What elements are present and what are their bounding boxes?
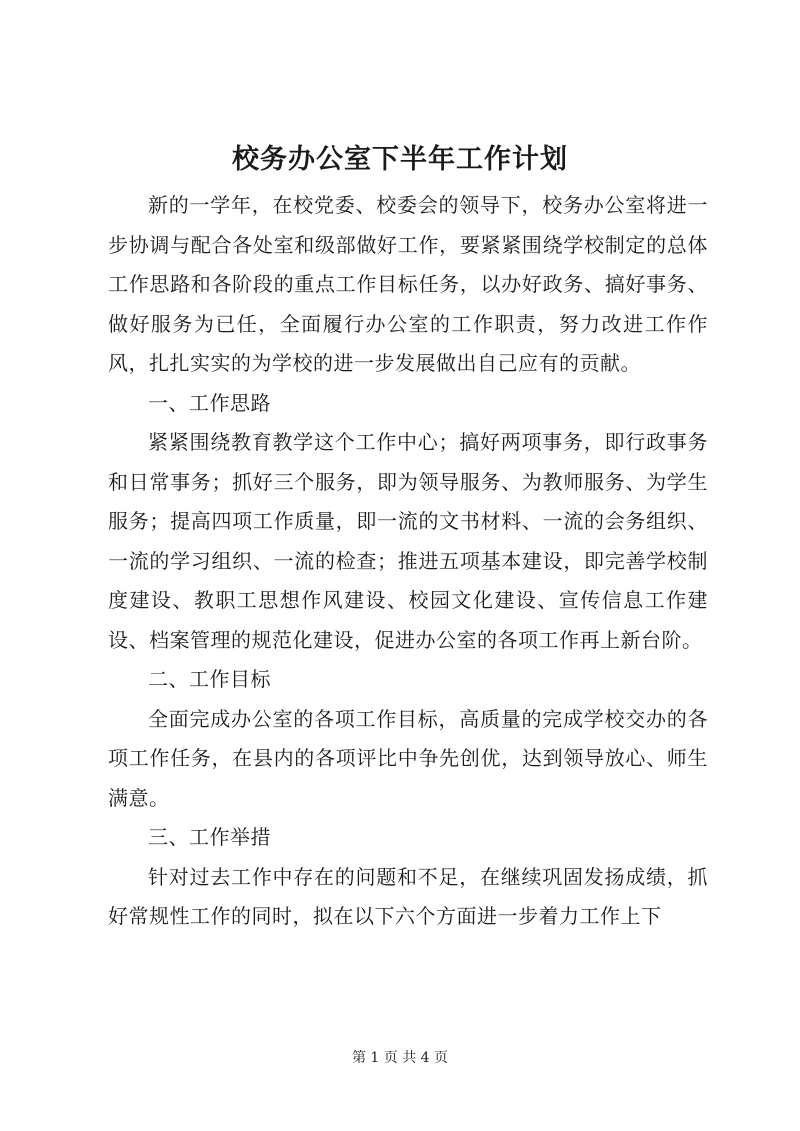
page-number-footer: 第 1 页 共 4 页 [351, 1050, 449, 1066]
work-approach-paragraph: 紧紧围绕教育教学这个工作中心；搞好两项事务，即行政事务和日常事务；抓好三个服务，即为领导服务、为教师服务、为学生服务；提高四项工作质量，即一流的文书材料、一流的会务组织、一流的学习组织、一流的检查；推进五项基本建设，即完善学校制度建设、教职工思想作风建设、校园文化建设、宣传信息工作建设、档案管理的规范化建设，促进办公室的各项工作再上新台阶。 [108, 430, 708, 652]
section-heading-work-goals: 二、工作目标 [148, 667, 271, 691]
work-goals-paragraph: 全面完成办公室的各项工作目标，高质量的完成学校交办的各项工作任务，在县内的各项评比中争先创优，达到领导放心、师生满意。 [108, 706, 708, 810]
section-heading-work-approach: 一、工作思路 [148, 390, 271, 415]
section-heading-work-measures: 三、工作举措 [148, 825, 271, 849]
document-title: 校务办公室下半年工作计划 [232, 144, 568, 175]
intro-paragraph: 新的一学年，在校党委、校委会的领导下，校务办公室将进一步协调与配合各处室和级部做好工作，要紧紧围绕学校制定的总体工作思路和各阶段的重点工作目标任务，以办好政务、搞好事务、做好服务为已任，全面履行办公室的工作职责，努力改进工作作风，扎扎实实的为学校的进一步发展做出自己应有的贡献。 [108, 193, 708, 375]
work-measures-paragraph: 针对过去工作中存在的问题和不足，在继续巩固发扬成绩，抓好常规性工作的同时，拟在以下六个方面进一步着力工作上下 [108, 864, 708, 928]
document-body [108, 186, 708, 937]
